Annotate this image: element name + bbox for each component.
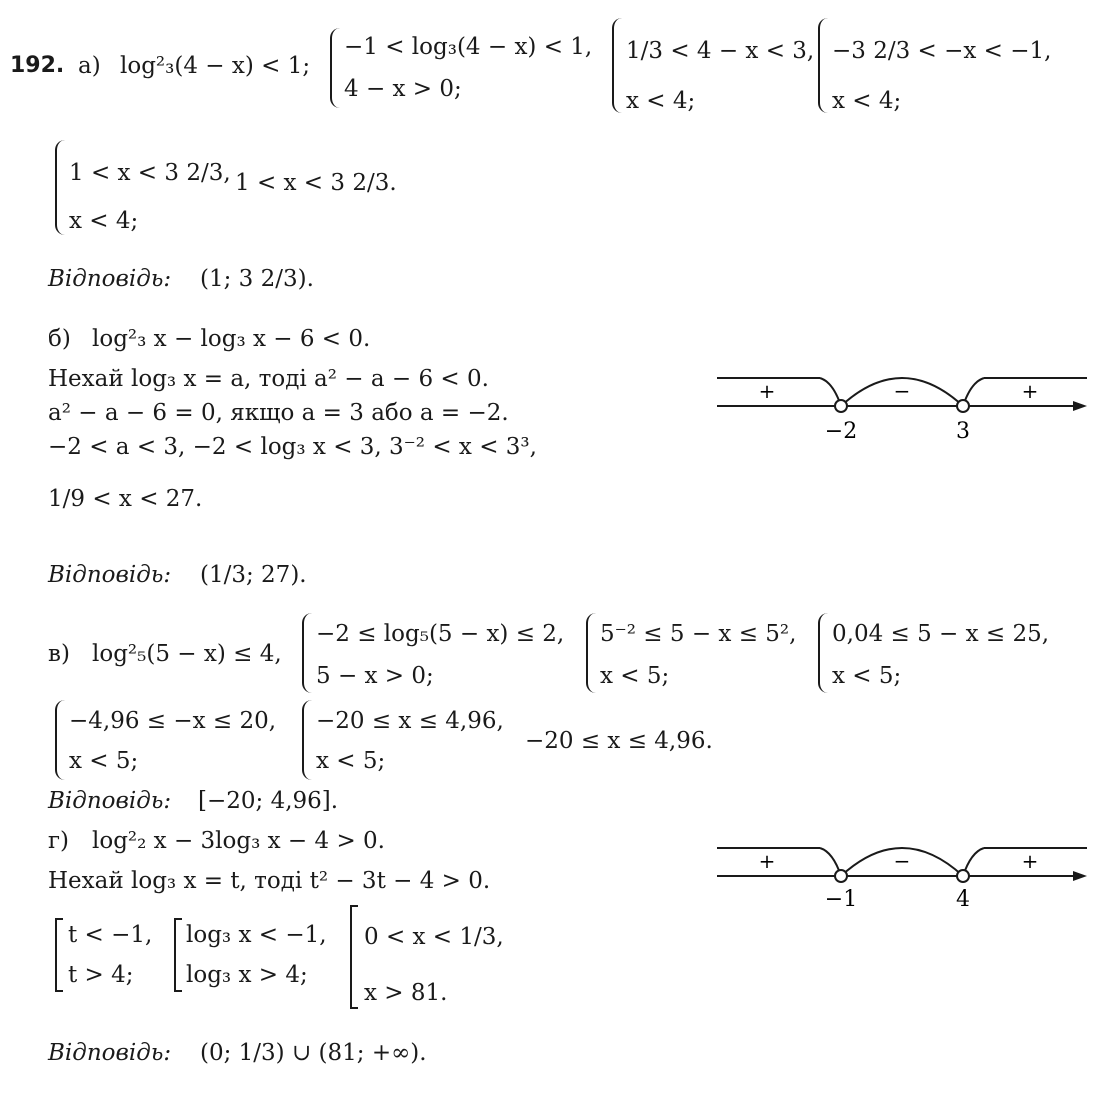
system-row: −20 ≤ x ≤ 4,96, — [316, 708, 504, 734]
system-row: −3 2/3 < −x < −1, — [832, 38, 1052, 64]
part-g-set-2-row-1: log₃ x < −1, — [186, 922, 327, 948]
system-row: x < 4; — [626, 88, 696, 114]
part-a-label: а) — [78, 53, 101, 79]
part-v-answer: [−20; 4,96]. — [198, 788, 339, 814]
system-row: 0,04 ≤ 5 − x ≤ 25, — [832, 621, 1050, 647]
system-row: x < 5; — [69, 748, 139, 774]
problem-number: 192. — [10, 53, 65, 78]
sign-label: + — [758, 379, 776, 403]
system-row: x < 5; — [600, 663, 670, 689]
part-a-system-2 — [612, 18, 815, 114]
part-b-line-3: −2 < a < 3, −2 < log₃ x < 3, 3⁻² < x < 3³, — [48, 434, 537, 460]
part-a-answer-label: Відповідь: — [48, 266, 172, 292]
part-v-system-3 — [818, 613, 1056, 693]
part-g-inequality: log²₂ x − 3log₃ x − 4 > 0. — [92, 828, 385, 854]
part-b-line-4: 1/9 < x < 27. — [48, 486, 203, 512]
set-bracket — [174, 918, 182, 992]
system-row: 1 < x < 3 2/3, — [69, 160, 231, 186]
part-g-set-3-row-2: x > 81. — [364, 980, 448, 1006]
part-b-answer-label: Відповідь: — [48, 562, 172, 588]
part-g-line-1: Нехай log₃ x = t, тоді t² − 3t − 4 > 0. — [48, 868, 491, 894]
set-bracket — [350, 905, 358, 1009]
system-row: x < 4; — [832, 88, 902, 114]
sign-label: + — [1021, 379, 1039, 403]
part-g-answer: (0; 1/3) ∪ (81; +∞). — [200, 1040, 427, 1066]
system-row: x < 5; — [316, 748, 386, 774]
part-a-system-3 — [818, 18, 1052, 114]
sign-label: + — [758, 849, 776, 873]
point-label: −2 — [824, 419, 858, 444]
system-row: x < 5; — [832, 663, 902, 689]
system-row: −4,96 ≤ −x ≤ 20, — [69, 708, 277, 734]
part-b-number-line — [715, 370, 1095, 450]
part-v-answer-label: Відповідь: — [48, 788, 172, 814]
system-row: 4 − x > 0; — [344, 76, 462, 102]
system-row: 5 − x > 0; — [316, 663, 434, 689]
system-row: 5⁻² ≤ 5 − x ≤ 5², — [600, 621, 797, 647]
part-g-set-1-row-2: t > 4; — [68, 962, 134, 988]
part-b-label: б) — [48, 326, 71, 352]
part-a-system-1 — [330, 28, 593, 108]
part-v-system-4 — [55, 700, 283, 780]
point-label: 3 — [956, 419, 970, 444]
part-b-inequality: log²₃ x − log₃ x − 6 < 0. — [92, 326, 371, 352]
point-label: −1 — [824, 887, 858, 912]
part-b-answer: (1/3; 27). — [200, 562, 307, 588]
part-v-result: −20 ≤ x ≤ 4,96. — [525, 728, 713, 754]
point-label: 4 — [956, 887, 970, 912]
part-g-number-line — [715, 840, 1095, 920]
part-a-answer: (1; 3 2/3). — [200, 266, 314, 292]
system-row: −1 < log₃(4 − x) < 1, — [344, 34, 593, 60]
sign-label: − — [893, 379, 911, 403]
part-g-label: г) — [48, 828, 70, 854]
system-row: −2 ≤ log₅(5 − x) ≤ 2, — [316, 621, 565, 647]
part-v-system-2 — [586, 613, 797, 693]
system-row: 1/3 < 4 − x < 3, — [626, 38, 815, 64]
system-row: x < 4; — [69, 208, 139, 234]
part-g-answer-label: Відповідь: — [48, 1040, 172, 1066]
sign-label: + — [1021, 849, 1039, 873]
set-bracket — [55, 918, 63, 992]
part-g-set-1-row-1: t < −1, — [68, 922, 153, 948]
part-g-set-3-row-1: 0 < x < 1/3, — [364, 924, 504, 950]
part-v-label: в) — [48, 641, 70, 667]
part-g-set-2-row-2: log₃ x > 4; — [186, 962, 308, 988]
part-v-system-1 — [302, 613, 565, 693]
part-v-system-5 — [302, 700, 510, 780]
part-a-system-4 — [55, 140, 231, 235]
sign-label: − — [893, 849, 911, 873]
part-b-line-1: Нехай log₃ x = a, тоді a² − a − 6 < 0. — [48, 366, 489, 392]
part-a-inequality: log²₃(4 − x) < 1; — [120, 53, 311, 79]
part-v-inequality: log²₅(5 − x) ≤ 4, — [92, 641, 282, 667]
part-a-result: 1 < x < 3 2/3. — [235, 170, 397, 196]
part-b-line-2: a² − a − 6 = 0, якщо a = 3 або a = −2. — [48, 400, 509, 426]
